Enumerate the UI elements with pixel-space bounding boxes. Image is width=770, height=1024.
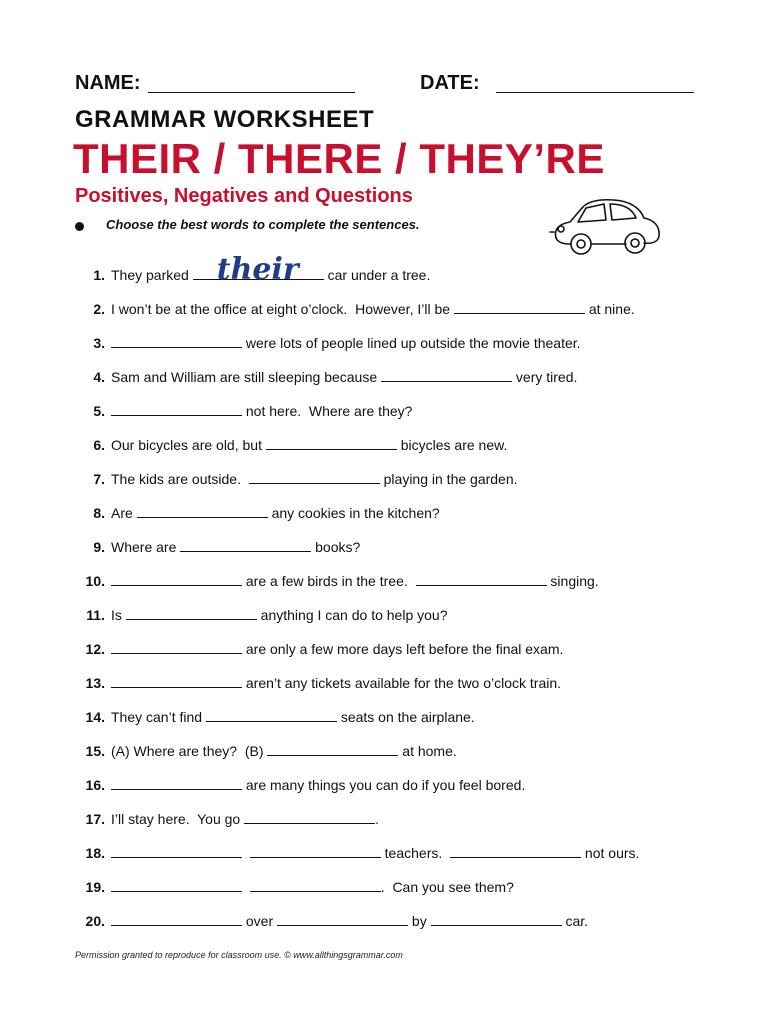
answer-blank[interactable] [111, 845, 242, 858]
question-number: 13. [85, 675, 105, 691]
question-number: 2. [93, 301, 105, 317]
answer-blank[interactable] [111, 641, 242, 654]
question-12 [75, 641, 715, 657]
question-text: books? [311, 539, 361, 555]
question-text: anything I can do to help you? [256, 607, 448, 623]
question-text: Our bicycles are old, but [111, 437, 266, 453]
date-label: DATE: [420, 72, 480, 94]
question-2 [75, 301, 715, 317]
question-11 [75, 607, 715, 623]
question-number: 15. [85, 743, 105, 759]
question-20 [75, 913, 715, 929]
question-number: 16. [85, 777, 105, 793]
question-text: Is [111, 607, 126, 623]
question-text: are many things you can do if you feel bored. [242, 777, 526, 793]
answer-blank[interactable] [111, 675, 242, 688]
answer-blank[interactable] [111, 913, 242, 926]
question-1 [75, 252, 715, 287]
answer-blank[interactable] [250, 879, 381, 892]
question-text: car under a tree. [323, 267, 431, 283]
question-text: car. [561, 913, 589, 929]
answer-blank[interactable] [249, 471, 380, 484]
question-text: not ours. [581, 845, 640, 861]
instruction: Choose the best words to complete the sentences. [106, 217, 420, 232]
question-text: any cookies in the kitchen? [267, 505, 440, 521]
question-number: 4. [93, 369, 105, 385]
answer-blank[interactable] [267, 743, 398, 756]
answer-blank[interactable] [244, 811, 375, 824]
question-text: at nine. [584, 301, 635, 317]
question-number: 1. [93, 267, 105, 283]
question-text: I’ll stay here. You go [111, 811, 245, 827]
question-text: aren’t any tickets available for the two o’clock train. [242, 675, 562, 691]
question-text [242, 845, 250, 861]
question-3 [75, 335, 715, 351]
question-text [242, 879, 250, 895]
question-text: seats on the airplane. [336, 709, 475, 725]
question-text: teachers. [380, 845, 451, 861]
answer-blank[interactable] [266, 437, 397, 450]
question-text: playing in the garden. [379, 471, 518, 487]
question-number: 20. [85, 913, 105, 929]
question-text: . [375, 811, 379, 827]
answer-blank[interactable] [126, 607, 257, 620]
question-number: 6. [93, 437, 105, 453]
answer-blank[interactable] [250, 845, 381, 858]
question-number: 18. [85, 845, 105, 861]
question-number: 11. [86, 607, 105, 623]
question-5 [75, 403, 715, 419]
answer-blank[interactable] [180, 539, 311, 552]
question-19 [75, 879, 715, 895]
answer-blank[interactable] [111, 335, 242, 348]
question-text: are only a few more days left before the final exam. [242, 641, 564, 657]
answer-blank[interactable] [111, 573, 242, 586]
car-icon [548, 196, 663, 260]
subtitle: Positives, Negatives and Questions [75, 185, 413, 207]
answer-blank[interactable] [450, 845, 581, 858]
name-date-row [75, 72, 705, 102]
question-8 [75, 505, 715, 521]
question-number: 8. [93, 505, 105, 521]
footer-note: Permission granted to reproduce for classroom use. © www.allthingsgrammar.com [75, 950, 403, 960]
question-text: singing. [546, 573, 599, 589]
date-field[interactable] [496, 92, 694, 93]
page-title: THEIR / THERE / THEY’RE [73, 135, 605, 182]
answer-blank[interactable] [111, 879, 242, 892]
question-text: (A) Where are they? (B) [111, 743, 268, 759]
question-text: . Can you see them? [380, 879, 514, 895]
question-text: over [242, 913, 278, 929]
question-15 [75, 743, 715, 759]
answer-blank[interactable] [111, 403, 242, 416]
question-16 [75, 777, 715, 793]
answer-blank[interactable] [454, 301, 585, 314]
question-number: 9. [93, 539, 105, 555]
question-17 [75, 811, 715, 827]
question-text: They parked [111, 267, 193, 283]
answer-blank[interactable] [206, 709, 337, 722]
question-number: 19. [85, 879, 105, 895]
question-14 [75, 709, 715, 725]
answer-blank[interactable] [277, 913, 408, 926]
answer-blank[interactable] [431, 913, 562, 926]
question-text: Where are [111, 539, 181, 555]
handwritten-answer: their [216, 252, 299, 287]
question-number: 17. [85, 811, 105, 827]
question-number: 7. [93, 471, 105, 487]
question-text: bicycles are new. [396, 437, 508, 453]
question-text: I won’t be at the office at eight o’clock. However, I’ll be [111, 301, 454, 317]
question-7 [75, 471, 715, 487]
question-number: 10. [85, 573, 105, 589]
question-number: 3. [93, 335, 105, 351]
answer-blank[interactable] [193, 252, 324, 287]
question-text: not here. Where are they? [242, 403, 413, 419]
question-text: are a few birds in the tree. [242, 573, 416, 589]
question-text: at home. [398, 743, 457, 759]
question-text: were lots of people lined up outside the movie theater. [242, 335, 581, 351]
question-number: 14. [85, 709, 105, 725]
question-6 [75, 437, 715, 453]
question-text: by [408, 913, 431, 929]
question-number: 5. [93, 403, 105, 419]
question-text: Are [111, 505, 137, 521]
answer-blank[interactable] [137, 505, 268, 518]
question-number: 12. [85, 641, 105, 657]
question-9 [75, 539, 715, 555]
answer-blank[interactable] [111, 777, 242, 790]
question-4 [75, 369, 715, 385]
question-text: The kids are outside. [111, 471, 249, 487]
question-10 [75, 573, 715, 589]
bullet-icon [75, 222, 84, 231]
answer-blank[interactable] [381, 369, 512, 382]
name-field[interactable] [148, 92, 355, 93]
question-13 [75, 675, 715, 691]
worksheet-label: GRAMMAR WORKSHEET [75, 106, 375, 133]
question-text: very tired. [512, 369, 578, 385]
question-18 [75, 845, 715, 861]
question-text: Sam and William are still sleeping because [111, 369, 382, 385]
question-text: They can’t find [111, 709, 206, 725]
answer-blank[interactable] [416, 573, 547, 586]
name-label: NAME: [75, 72, 141, 94]
